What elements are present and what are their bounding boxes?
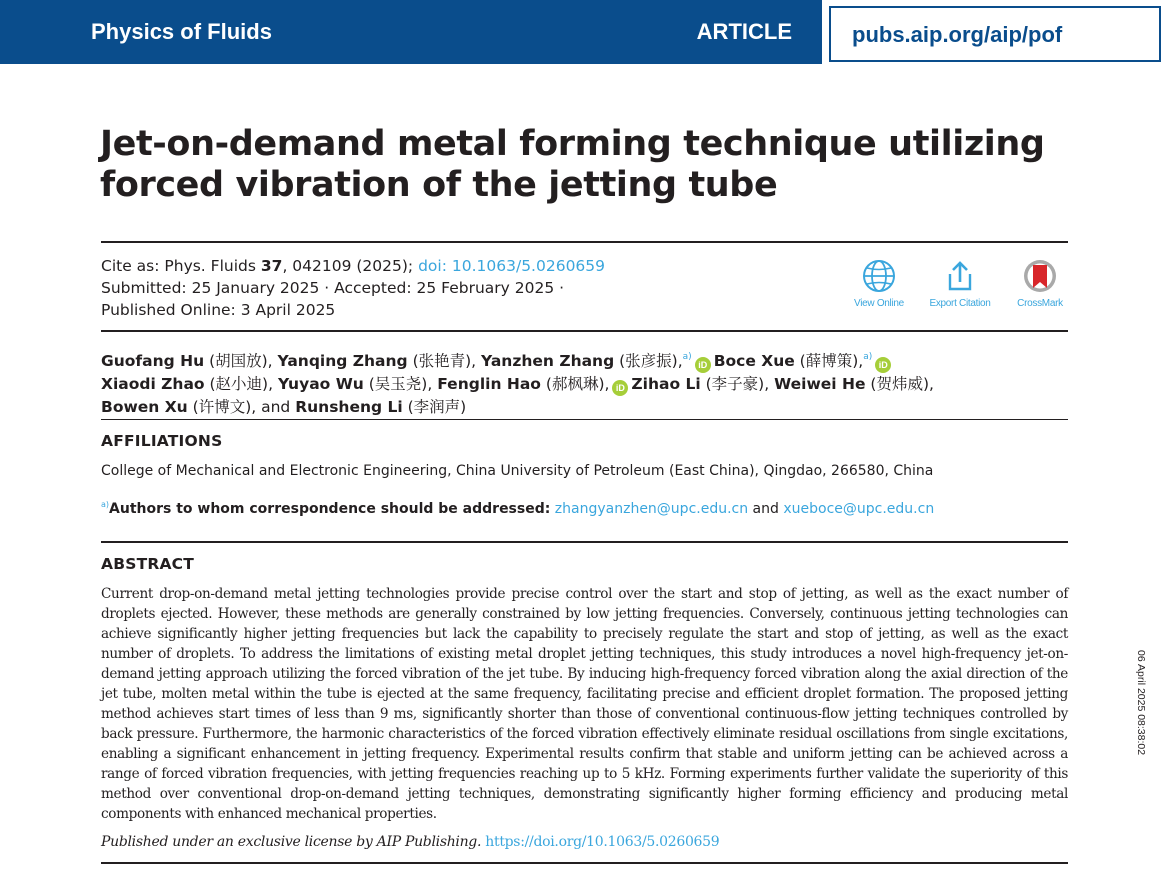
author-name: Guofang Hu	[101, 352, 205, 370]
title-line-1: Jet-on-demand metal forming technique utilizing	[100, 124, 1045, 164]
affiliation-text: College of Mechanical and Electronic Engineering, China University of Petroleum (East China), Qingdao, 266580, China	[101, 463, 934, 479]
article-type: ARTICLE	[696, 19, 792, 44]
journal-name[interactable]: Physics of Fluids	[91, 19, 272, 44]
crossmark-button[interactable]	[1000, 258, 1080, 309]
author-native-name: (吴玉尧),	[363, 375, 438, 393]
dates-line-1: Submitted: 25 January 2025 · Accepted: 25 February 2025 ·	[101, 279, 565, 297]
author-native-name: (许博文), and	[187, 398, 296, 416]
download-timestamp: 06 April 2025 08:38:02	[1135, 650, 1147, 756]
affiliation-marker[interactable]: a)	[863, 352, 873, 362]
author-native-name: (胡国放),	[204, 352, 278, 370]
citation-block	[101, 255, 701, 321]
view-online-label: View Online	[854, 298, 904, 309]
journal-header-band	[0, 0, 822, 64]
cite-prefix: Cite as: Phys. Fluids	[101, 257, 261, 275]
export-citation-button[interactable]	[920, 258, 1000, 309]
view-online-button[interactable]	[839, 258, 919, 309]
doi-link[interactable]: doi: 10.1063/5.0260659	[418, 257, 606, 275]
export-icon	[942, 258, 978, 294]
correspondence-line	[101, 500, 934, 517]
title-line-2: forced vibration of the jetting tube	[100, 165, 778, 205]
abstract-text: Current drop-on-demand metal jetting technologies provide precise control over the start and stop of jetting, as well as the exact number of droplets ejected. However, these methods are generally constrained by low jetting frequencies. Conversely, continuous jetting technologies can achieve significantly higher jetting frequencies but lack the capability to precisely regulate the start and stop of jetting, as well as the exact number of droplets. To address the limitations of existing metal droplet jetting techniques, this study introduces a novel high-frequency jet-on-demand jetting approach utilizing the forced vibration of the jet tube. By inducing high-frequency forced vibration along the axial direction of the jet tube, molten metal within the tube is ejected at the same frequency, facilitating precise and efficient droplet formation. The proposed jetting method achieves start times of less than 9 ms, significantly shorter than those of conventional continuous-flow jetting techniques controlled by back pressure. Furthermore, the harmonic characteristics of the forced vibration effectively eliminate residual oscillations from single excitations, enabling a significant enhancement in jetting frequency. Experimental results confirm that stable and uniform jetting can be achieved across a range of forced vibration frequencies, with jetting frequencies reaching up to 5 kHz. Forming experiments further validate the superiority of this method over conventional drop-on-demand jetting techniques, demonstrating significantly higher forming efficiency and producing metal components with enhanced mechanical properties.	[101, 586, 1068, 822]
author-native-name: (薛博策),	[794, 352, 864, 370]
author-native-name: (张艳青),	[407, 352, 482, 370]
email-link[interactable]: xueboce@upc.edu.cn	[783, 501, 935, 517]
crossmark-label: CrossMark	[1017, 298, 1063, 309]
affiliation-marker[interactable]: a)	[682, 352, 692, 362]
affiliations-heading: AFFILIATIONS	[101, 432, 223, 450]
globe-icon	[861, 258, 897, 294]
license-text: Published under an exclusive license by AIP Publishing.	[101, 834, 486, 850]
orcid-icon[interactable]: iD	[875, 357, 891, 373]
article-title	[100, 124, 1080, 206]
author-native-name: (郝枫琳),	[540, 375, 610, 393]
crossmark-icon	[1022, 258, 1058, 294]
orcid-icon[interactable]: iD	[695, 357, 711, 373]
author-native-name: (赵小迪),	[204, 375, 278, 393]
author-name: Runsheng Li	[295, 398, 403, 416]
divider	[101, 419, 1068, 420]
abstract-heading: ABSTRACT	[101, 555, 195, 573]
author-name: Yanzhen Zhang	[481, 352, 615, 370]
license-line	[101, 834, 719, 850]
author-native-name: (李子豪),	[700, 375, 775, 393]
author-name: Bowen Xu	[101, 398, 188, 416]
divider	[101, 330, 1068, 332]
cite-volume: 37	[260, 257, 283, 275]
author-line-2	[101, 373, 1071, 396]
author-native-name: (贺炜威),	[865, 375, 934, 393]
doi-url-link[interactable]: https://doi.org/10.1063/5.0260659	[485, 834, 720, 850]
dates-line-2: Published Online: 3 April 2025	[101, 301, 336, 319]
author-name: Xiaodi Zhao	[101, 375, 205, 393]
divider	[101, 241, 1068, 243]
author-line-3	[101, 396, 1071, 418]
author-name: Zihao Li	[631, 375, 701, 393]
cite-line	[101, 255, 701, 277]
author-name: Weiwei He	[774, 375, 866, 393]
author-native-name: (李润声)	[402, 398, 467, 416]
journal-url[interactable]: pubs.aip.org/aip/pof	[852, 22, 1063, 47]
cite-rest: , 042109 (2025);	[282, 257, 414, 275]
correspondence-label: Authors to whom correspondence should be addressed:	[109, 501, 551, 517]
divider	[101, 862, 1068, 864]
journal-url-box[interactable]	[829, 6, 1161, 62]
author-name: Boce Xue	[713, 352, 795, 370]
author-name: Yuyao Wu	[277, 375, 364, 393]
author-name: Fenglin Hao	[437, 375, 541, 393]
author-list	[101, 346, 1071, 418]
divider	[101, 541, 1068, 543]
author-name: Yanqing Zhang	[277, 352, 408, 370]
orcid-icon[interactable]: iD	[612, 380, 628, 396]
conjunction: and	[748, 501, 784, 517]
export-citation-label: Export Citation	[929, 298, 991, 309]
author-native-name: (张彦振),	[614, 352, 683, 370]
correspondence-marker: a)	[101, 500, 110, 509]
author-line-1	[101, 346, 1071, 373]
email-link[interactable]: zhangyanzhen@upc.edu.cn	[554, 501, 749, 517]
